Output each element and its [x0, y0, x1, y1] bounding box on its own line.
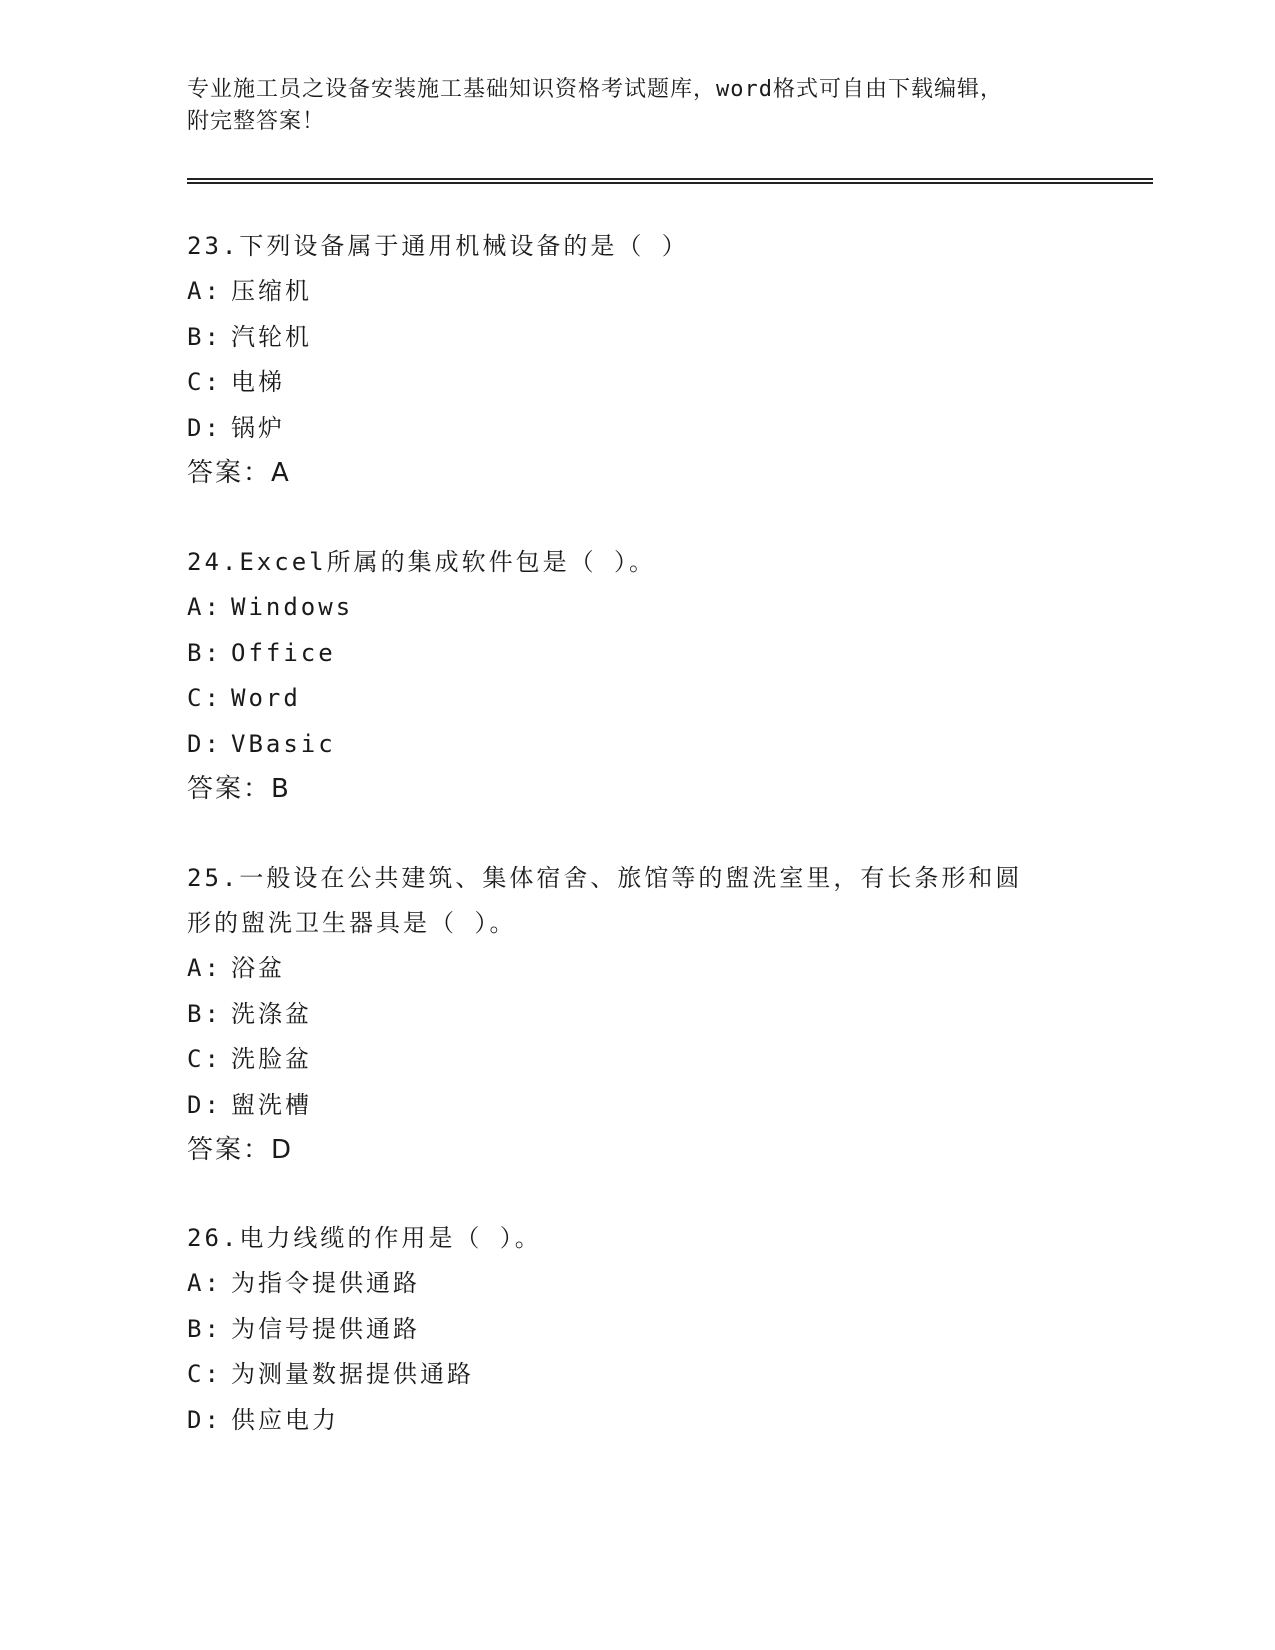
option-letter: C:: [187, 1045, 222, 1073]
question-26: [187, 1216, 1087, 1443]
option-text: Windows: [231, 593, 354, 621]
option-text: 盥洗槽: [231, 1090, 312, 1119]
option-letter: B:: [187, 638, 222, 667]
document-header: [187, 74, 1087, 138]
option-letter: B:: [187, 1314, 222, 1343]
header-line-2: 附完整答案！: [187, 109, 326, 134]
option-letter: B:: [187, 322, 222, 351]
option-text: VBasic: [231, 729, 336, 758]
option-b: [187, 1307, 1087, 1353]
option-c: [187, 1037, 1087, 1083]
option-text: 为信号提供通路: [231, 1314, 420, 1343]
answer-line: 答案：D: [187, 1135, 294, 1165]
option-text: 洗脸盆: [231, 1045, 312, 1073]
header-divider-top: [187, 178, 1153, 180]
question-stem: 23.下列设备属于通用机械设备的是（ ）: [187, 232, 689, 260]
option-text: Office: [231, 638, 336, 667]
option-letter: C:: [187, 368, 222, 396]
question-stem-line-1: 25.一般设在公共建筑、集体宿舍、旅馆等的盥洗室里，有长条形和圆: [187, 864, 1023, 892]
option-letter: B:: [187, 999, 222, 1028]
option-a: [187, 269, 1087, 315]
option-letter: A:: [187, 277, 222, 305]
option-c: [187, 676, 1087, 722]
option-a: [187, 1261, 1087, 1307]
option-letter: A:: [187, 954, 222, 982]
header-line-1: 专业施工员之设备安装施工基础知识资格考试题库，word格式可自由下载编辑，: [187, 77, 1003, 102]
question-stem-line-2: 形的盥洗卫生器具是（ ）。: [187, 909, 517, 937]
option-letter: A:: [187, 1269, 222, 1297]
option-text: 浴盆: [231, 954, 285, 982]
option-d: [187, 1398, 1087, 1444]
option-text: 压缩机: [231, 277, 312, 305]
question-stem: [187, 856, 1087, 946]
answer-line: 答案：A: [187, 458, 291, 488]
option-text: 洗涤盆: [231, 999, 312, 1028]
option-text: 汽轮机: [231, 322, 312, 351]
option-b: [187, 631, 1087, 677]
option-letter: D:: [187, 1405, 222, 1434]
option-text: 为指令提供通路: [231, 1269, 420, 1297]
option-text: 为测量数据提供通路: [231, 1360, 474, 1388]
question-24: [187, 540, 1087, 811]
option-c: [187, 1352, 1087, 1398]
question-stem: 26.电力线缆的作用是（ ）。: [187, 1224, 542, 1252]
option-letter: D:: [187, 1090, 222, 1119]
question-25: [187, 856, 1087, 1172]
answer-line: 答案：B: [187, 774, 291, 804]
option-a: [187, 946, 1087, 992]
option-text: 锅炉: [231, 413, 285, 442]
option-a: [187, 585, 1087, 631]
option-c: [187, 360, 1087, 406]
option-text: 供应电力: [231, 1405, 339, 1434]
option-letter: A:: [187, 593, 222, 621]
option-letter: C:: [187, 684, 222, 712]
option-d: [187, 406, 1087, 452]
header-divider-bottom: [187, 182, 1153, 184]
question-23: [187, 224, 1087, 495]
option-d: [187, 722, 1087, 768]
option-text: 电梯: [231, 368, 285, 396]
option-letter: C:: [187, 1360, 222, 1388]
option-d: [187, 1083, 1087, 1129]
question-stem: 24.Excel所属的集成软件包是（ ）。: [187, 548, 657, 576]
option-text: Word: [231, 684, 301, 712]
option-letter: D:: [187, 729, 222, 758]
option-b: [187, 315, 1087, 361]
option-b: [187, 992, 1087, 1038]
option-letter: D:: [187, 413, 222, 442]
